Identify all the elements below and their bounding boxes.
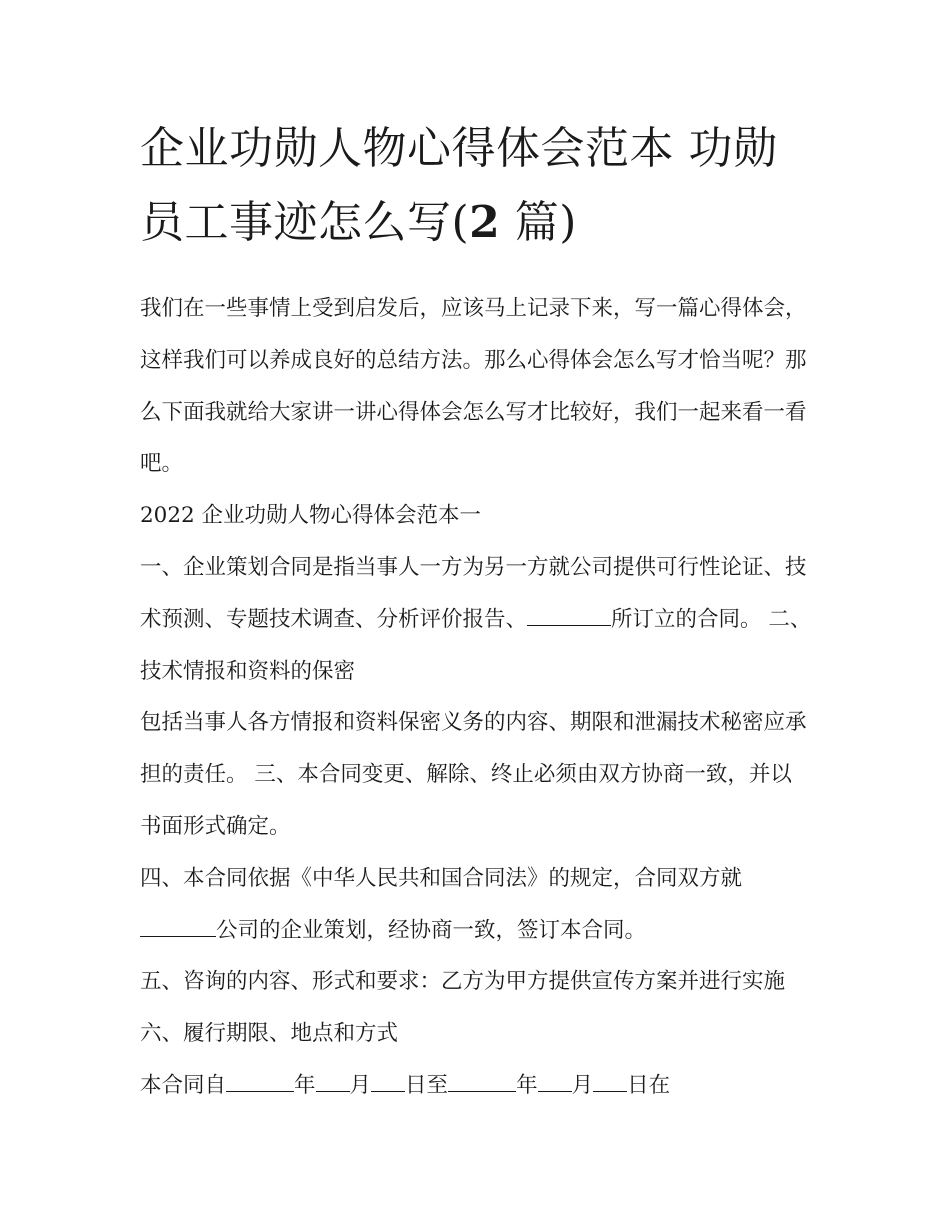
document-title bbox=[140, 112, 812, 260]
clause-one bbox=[140, 542, 812, 697]
intro-paragraph: 我们在一些事情上受到启发后，应该马上记录下来，写一篇心得体会，这样我们可以养成良好的总结方法。那么心得体会怎么写才恰当呢？那么下面我就给大家讲一讲心得体会怎么写才比较好，我们一起来看一看吧。 bbox=[140, 296, 807, 477]
title-count: 2 bbox=[469, 197, 501, 248]
term-month-end: 月 bbox=[571, 1072, 594, 1098]
clause-five: 五、咨询的内容、形式和要求：乙方为甲方提供宣传方案并进行实施 六、履行期限、地点和方式 bbox=[140, 969, 786, 1047]
section-heading: 2022 企业功勋人物心得体会范本一 bbox=[140, 503, 482, 529]
term-prefix: 本合同自 bbox=[140, 1072, 227, 1098]
clause-four-text-end: 公司的企业策划，经协商一致，签订本合同。 bbox=[216, 917, 647, 943]
blank-line bbox=[538, 1073, 572, 1092]
blank-line bbox=[593, 1073, 627, 1092]
document-page bbox=[140, 112, 812, 1112]
title-text: 企业功勋人物心得体会范本 功勋员工事迹怎么写( bbox=[140, 123, 778, 248]
blank-line bbox=[448, 1073, 516, 1092]
term-line bbox=[140, 1060, 812, 1112]
blank-line bbox=[316, 1073, 350, 1092]
title-suffix: 篇) bbox=[500, 197, 577, 248]
blank-line bbox=[226, 1073, 294, 1092]
term-year-end: 年 bbox=[516, 1072, 538, 1098]
term-year: 年 bbox=[294, 1072, 316, 1098]
term-day-at: 日在 bbox=[627, 1072, 671, 1098]
blank-line bbox=[140, 918, 216, 937]
term-day-to: 日至 bbox=[405, 1072, 449, 1098]
clause-one-text-end: 所订立的合同。 二、技术情报和资料的保密 bbox=[140, 606, 812, 684]
clause-two: 包括当事人各方情报和资料保密义务的内容、期限和泄漏技术秘密应承担的责任。 三、本合同变更、解除、终止必须由双方协商一致，并以书面形式确定。 bbox=[140, 710, 807, 839]
clause-four bbox=[140, 853, 812, 957]
clause-four-text: 四、本合同依据《中华人民共和国合同法》的规定，合同双方就 bbox=[140, 865, 743, 891]
clause-one-text: 一、企业策划合同是指当事人一方为另一方就公司提供可行性论证、技术预测、专题技术调查、分析评价报告、 bbox=[140, 554, 807, 632]
term-month: 月 bbox=[349, 1072, 372, 1098]
document-body bbox=[140, 283, 812, 1112]
blank-line bbox=[371, 1073, 405, 1092]
blank-line bbox=[527, 607, 611, 626]
